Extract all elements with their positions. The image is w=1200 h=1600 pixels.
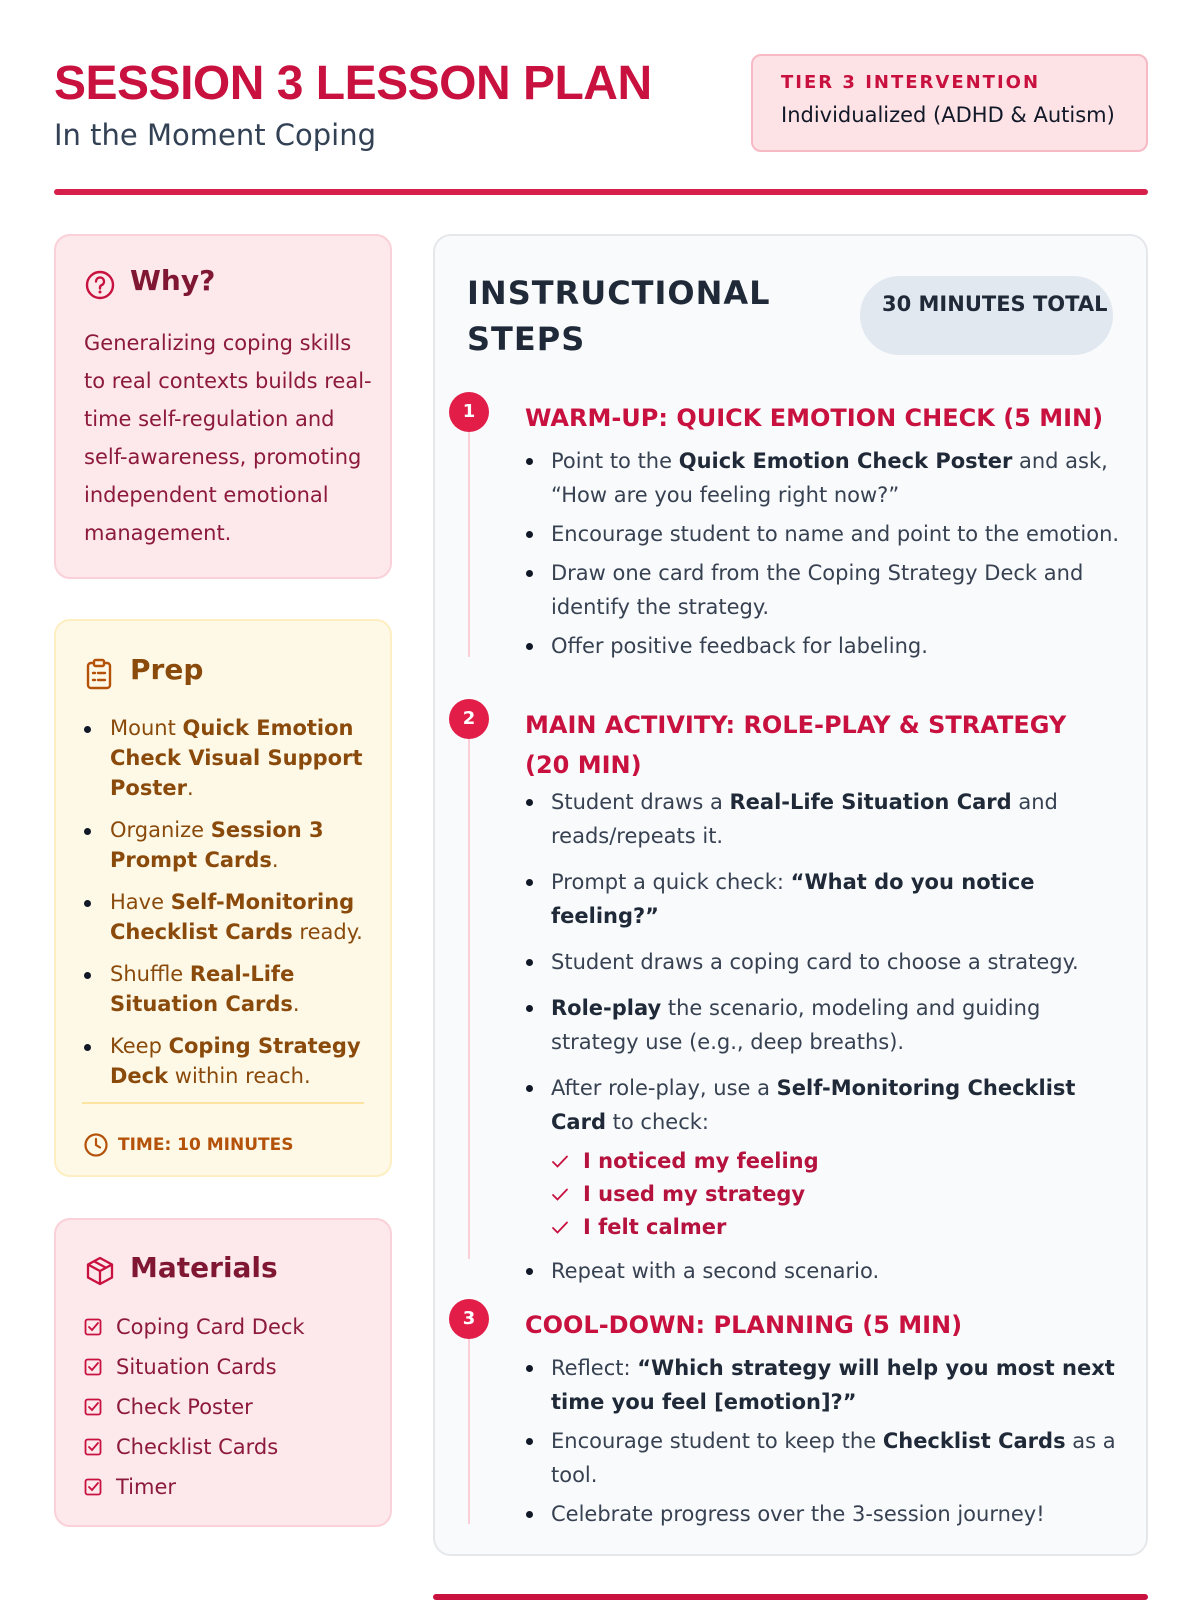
- step-heading: COOL-DOWN: PLANNING (5 MIN): [525, 1311, 963, 1339]
- prep-list: [82, 713, 372, 1103]
- checkbox-checked-icon: [84, 1438, 102, 1456]
- checkbox-checked-icon: [84, 1398, 102, 1416]
- list-item: Encourage student to name and point to the emotion.: [523, 517, 1123, 551]
- list-item: Check Poster: [84, 1387, 305, 1427]
- list-item: Offer positive feedback for labeling.: [523, 629, 1123, 663]
- page-header: [54, 52, 1148, 195]
- step-heading: MAIN ACTIVITY: ROLE-PLAY & STRATEGY (20 MIN): [525, 711, 1067, 779]
- list-item: Organize Session 3 Prompt Cards.: [82, 815, 372, 875]
- checkbox-checked-icon: [84, 1358, 102, 1376]
- list-item: Mount Quick Emotion Check Visual Support Poster.: [82, 713, 372, 803]
- clock-icon: [83, 1132, 109, 1158]
- step-heading: WARM-UP: QUICK EMOTION CHECK (5 MIN): [525, 404, 1104, 432]
- list-item: Shuffle Real-Life Situation Cards.: [82, 959, 372, 1019]
- list-item: Reflect: “Which strategy will help you most next time you feel [emotion]?”: [523, 1351, 1123, 1419]
- why-title: Why?: [130, 264, 216, 297]
- list-item: Student draws a coping card to choose a strategy.: [523, 945, 1123, 979]
- instructional-steps-card: [433, 234, 1148, 1556]
- help-circle-icon: [84, 269, 116, 301]
- self-check-list: [551, 1145, 1123, 1244]
- list-item: Point to the Quick Emotion Check Poster and ask, “How are you feeling right now?”: [523, 444, 1123, 512]
- list-item: Situation Cards: [84, 1347, 305, 1387]
- why-text: Generalizing coping skills to real contexts builds real-time self-regulation and self-awareness, promoting independent emotional management.: [84, 331, 372, 545]
- self-check-item: I used my strategy: [551, 1178, 1123, 1211]
- list-item: Role-play the scenario, modeling and guiding strategy use (e.g., deep breaths).: [523, 991, 1123, 1059]
- page-subtitle: In the Moment Coping: [54, 118, 377, 152]
- list-item: Draw one card from the Coping Strategy Deck and identify the strategy.: [523, 556, 1123, 624]
- step-bullets: [523, 444, 1123, 663]
- checkbox-checked-icon: [84, 1318, 102, 1336]
- step-2: [435, 699, 1150, 1283]
- prep-title: Prep: [130, 653, 204, 686]
- step-connector: [468, 739, 470, 1259]
- check-icon: [551, 1220, 569, 1236]
- self-check-item: I felt calmer: [551, 1211, 1123, 1244]
- list-item: Have Self-Monitoring Checklist Cards ready.: [82, 887, 372, 947]
- list-item: Timer: [84, 1467, 305, 1507]
- materials-list: [84, 1307, 305, 1507]
- page-title: SESSION 3 LESSON PLAN: [54, 57, 652, 110]
- step-bullets: [523, 785, 1123, 1288]
- materials-title: Materials: [130, 1251, 278, 1284]
- list-item: Encourage student to keep the Checklist Cards as a tool.: [523, 1424, 1123, 1492]
- clipboard-icon: [84, 658, 114, 690]
- checkbox-checked-icon: [84, 1478, 102, 1496]
- tier-label: TIER 3 INTERVENTION: [781, 72, 1041, 93]
- step-1: [435, 392, 1150, 657]
- check-icon: [551, 1154, 569, 1170]
- next-section-edge: [433, 1594, 1148, 1600]
- self-check-item: I noticed my feeling: [551, 1145, 1123, 1178]
- tier-value: Individualized (ADHD & Autism): [781, 103, 1115, 127]
- list-item: Checklist Cards: [84, 1427, 305, 1467]
- list-item: Keep Coping Strategy Deck within reach.: [82, 1031, 372, 1091]
- why-card: [54, 234, 392, 579]
- list-item: Repeat with a second scenario.: [523, 1254, 1123, 1288]
- list-item: Student draws a Real-Life Situation Card and reads/repeats it.: [523, 785, 1123, 853]
- prep-divider: [82, 1102, 364, 1104]
- tier-badge: [751, 54, 1148, 152]
- materials-card: [54, 1218, 392, 1527]
- list-item: Coping Card Deck: [84, 1307, 305, 1347]
- prep-time: TIME: 10 MINUTES: [118, 1135, 294, 1155]
- step-bullets: [523, 1351, 1123, 1531]
- step-number-badge: 2: [449, 699, 489, 739]
- step-connector: [468, 432, 470, 657]
- check-icon: [551, 1187, 569, 1203]
- step-number-badge: 3: [449, 1299, 489, 1339]
- step-3: [435, 1299, 1150, 1524]
- prep-card: [54, 619, 392, 1177]
- step-number-badge: 1: [449, 392, 489, 432]
- total-time-pill: 30 MINUTES TOTAL: [860, 276, 1113, 355]
- header-divider: [54, 189, 1148, 195]
- package-icon: [84, 1255, 116, 1287]
- list-item: After role-play, use a Self-Monitoring Checklist Card to check: I noticed my feeling I used my strategy I felt calmer: [523, 1071, 1123, 1244]
- list-item: Celebrate progress over the 3-session journey!: [523, 1497, 1123, 1531]
- step-connector: [468, 1339, 470, 1524]
- steps-title: INSTRUCTIONAL STEPS: [467, 274, 771, 358]
- list-item: Prompt a quick check: “What do you notice feeling?”: [523, 865, 1123, 933]
